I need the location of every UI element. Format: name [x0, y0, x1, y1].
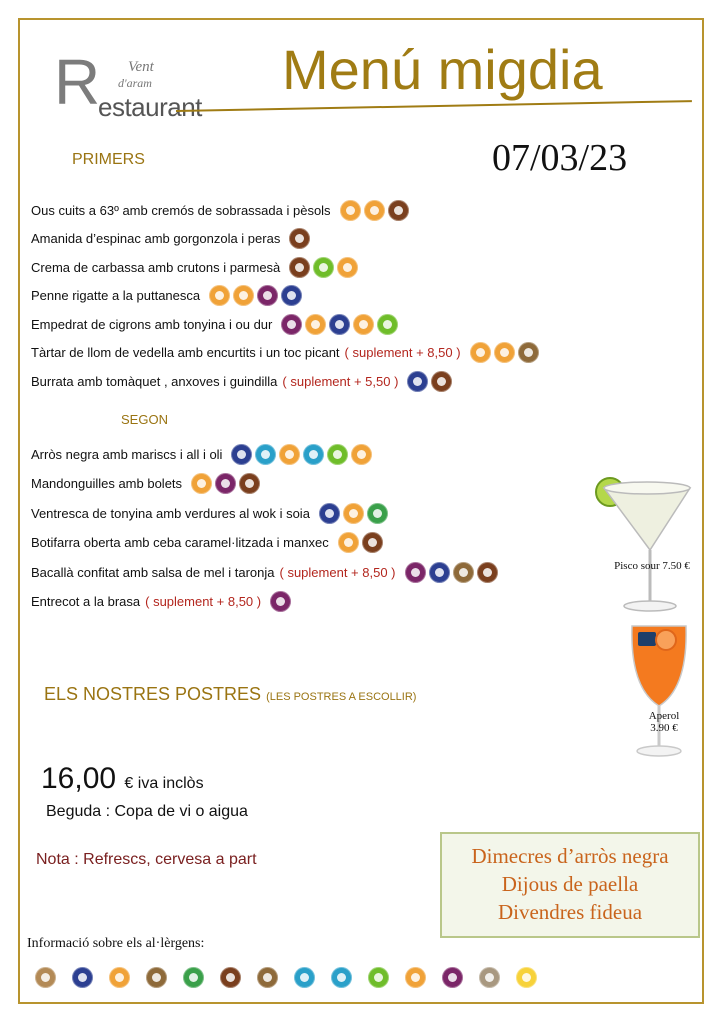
mollusc-icon [294, 967, 315, 988]
egg-icon [109, 967, 130, 988]
fish-icon [407, 371, 428, 392]
dish-item [31, 369, 452, 393]
lupin-icon [516, 967, 537, 988]
gluten-icon [405, 967, 426, 988]
milk-icon [239, 473, 260, 494]
gluten-icon [279, 444, 300, 465]
dish-item [31, 442, 372, 466]
dish-item [31, 227, 310, 251]
section-segon: SEGON [121, 412, 168, 427]
egg-icon [209, 285, 230, 306]
celery-icon [377, 314, 398, 335]
dish-supplement: ( suplement + 8,50 ) [279, 564, 396, 580]
gluten-icon [494, 342, 515, 363]
fish-icon [319, 503, 340, 524]
section-postres [44, 684, 416, 705]
gluten-icon [337, 257, 358, 278]
gluten-icon [353, 314, 374, 335]
aperol-caption [636, 710, 692, 734]
menu-title: Menú migdia [282, 38, 603, 101]
milk-icon [388, 200, 409, 221]
aperol-spritz-image [626, 618, 692, 760]
fish-icon [72, 967, 93, 988]
dish-name: Tàrtar de llom de vedella amb encurtits i un toc picant [31, 345, 340, 360]
dish-name: Ous cuits a 63º amb cremós de sobrassada i pèsols [31, 202, 331, 218]
dish-item [31, 560, 498, 584]
soy-icon [367, 503, 388, 524]
dish-item [31, 501, 388, 525]
celery-icon [313, 257, 334, 278]
fish-icon [329, 314, 350, 335]
celery-icon [327, 444, 348, 465]
dish-item [31, 284, 302, 308]
drink-info: Beguda : Copa de vi o aigua [46, 803, 248, 820]
special-wednesday: Dimecres d’arròs negra [471, 844, 669, 868]
dish-item [31, 472, 260, 496]
logo-script-line2: d'aram [118, 76, 152, 90]
price-amount: 16,00 [41, 762, 117, 795]
milk-icon [289, 257, 310, 278]
sulphite-icon [215, 473, 236, 494]
logo-letter: R [54, 46, 101, 118]
sulphite-icon [405, 562, 426, 583]
pisco-sour-price: 7.50 € [662, 560, 690, 572]
dish-name: Bacallà confitat amb salsa de mel i taronja [31, 564, 275, 580]
gluten-icon [364, 200, 385, 221]
logo-word: estaurant [98, 92, 202, 122]
pisco-sour-name: Pisco sour [614, 560, 660, 572]
section-primers: PRIMERS [72, 151, 145, 168]
aperol-name: Aperol [648, 710, 680, 722]
nuts-icon [146, 967, 167, 988]
pisco-sour-caption [604, 560, 700, 572]
sulphite-icon [257, 285, 278, 306]
dish-item [31, 590, 291, 614]
milk-icon [289, 228, 310, 249]
dish-item [31, 312, 398, 336]
gluten-icon [338, 532, 359, 553]
dish-name: Ventresca de tonyina amb verdures al wok i soia [31, 505, 310, 521]
nuts-icon [453, 562, 474, 583]
celery-icon [368, 967, 389, 988]
egg-icon [470, 342, 491, 363]
sulphite-icon [442, 967, 463, 988]
dish-name: Arròs negra amb mariscs i all i oli [31, 446, 223, 462]
crustacean-icon [303, 444, 324, 465]
dish-supplement: ( suplement + 8,50 ) [344, 345, 461, 360]
egg-icon [340, 200, 361, 221]
egg-icon [305, 314, 326, 335]
allergen-info-label: Informació sobre els al·lèrgens: [27, 936, 205, 951]
mollusc-icon [255, 444, 276, 465]
dish-name: Botifarra oberta amb ceba caramel·litzada i manxec [31, 535, 329, 550]
special-thursday: Dijous de paella [501, 872, 639, 896]
special-friday: Divendres fideua [497, 900, 643, 924]
dish-name: Crema de carbassa amb crutons i parmesà [31, 259, 281, 275]
dish-item [31, 198, 409, 222]
gluten-icon [191, 473, 212, 494]
gluten-icon [343, 503, 364, 524]
milk-icon [431, 371, 452, 392]
menu-date: 07/03/23 [492, 137, 628, 179]
postres-title: ELS NOSTRES POSTRES [44, 684, 262, 704]
dish-name: Amanida d’espinac amb gorgonzola i peras [31, 231, 281, 246]
soy-icon [183, 967, 204, 988]
dish-name: Burrata amb tomàquet , anxoves i guindilla [31, 373, 278, 389]
dish-supplement: ( suplement + 5,50 ) [282, 373, 399, 389]
dish-item [31, 531, 383, 555]
aperol-price: 3.90 € [650, 722, 678, 734]
nota: Nota : Refrescs, cervesa a part [36, 851, 257, 868]
logo-script-line1: Vent [128, 59, 154, 75]
weekly-specials [440, 832, 700, 938]
sulphite-icon [270, 591, 291, 612]
fish-icon [429, 562, 450, 583]
dish-name: Empedrat de cigrons amb tonyina i ou dur [31, 316, 273, 332]
dish-name: Penne rigatte a la puttanesca [31, 288, 201, 303]
fish-icon [231, 444, 252, 465]
allergen-legend [35, 967, 537, 988]
dish-name: Mandonguilles amb bolets [31, 476, 183, 491]
sesame-icon [479, 967, 500, 988]
dish-supplement: ( suplement + 8,50 ) [145, 594, 262, 609]
milk-icon [477, 562, 498, 583]
postres-note: (LES POSTRES A ESCOLLIR) [266, 691, 417, 703]
peanut-icon [35, 967, 56, 988]
dish-item [31, 341, 539, 365]
mustard-icon [518, 342, 539, 363]
egg-icon [351, 444, 372, 465]
sulphite-icon [281, 314, 302, 335]
menu-price [41, 762, 204, 796]
milk-icon [362, 532, 383, 553]
fish-icon [281, 285, 302, 306]
gluten-icon [233, 285, 254, 306]
pisco-sour-image [590, 470, 700, 618]
mustard-icon [257, 967, 278, 988]
dish-item [31, 255, 358, 279]
price-note: € iva inclòs [124, 775, 204, 792]
crustacean-icon [331, 967, 352, 988]
milk-icon [220, 967, 241, 988]
restaurant-logo [52, 46, 212, 130]
dish-name: Entrecot a la brasa [31, 594, 141, 609]
